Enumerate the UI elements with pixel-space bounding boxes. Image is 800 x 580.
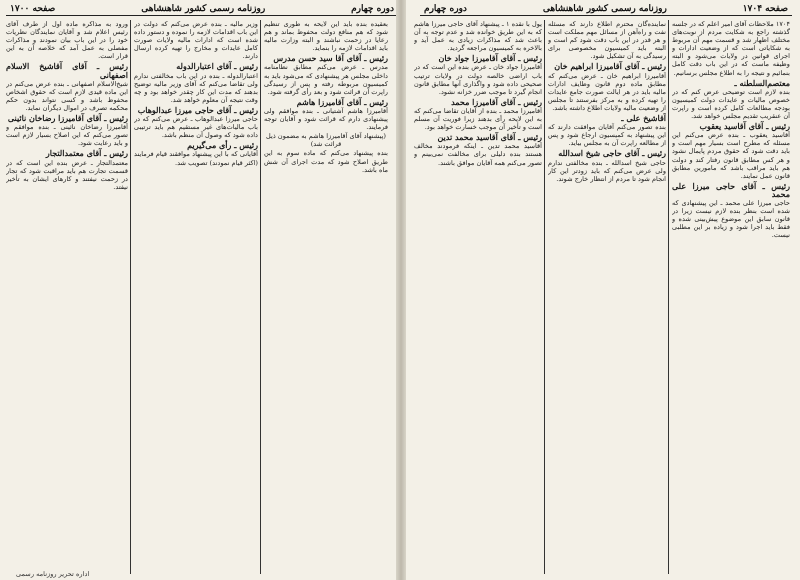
text-column-4	[264, 20, 388, 574]
header-right-session: دوره چهارم	[424, 3, 467, 14]
speaker-heading: رئیس ـ آقای معتمدالتجار	[45, 148, 128, 159]
header-left-page-label: صفحه ۱۷۰۰	[10, 3, 56, 14]
paragraph: ۱۷۰۴ ملاحظات آقای امیر اعلم که در جلسه گذشته راجع به شکایت مردم از نوبت‌های مختلف اظهار شد و قسمت مهم آن مربوط به شکایاتی است که از وضعیت ادارات و اجرای قوانین در ولایات می‌شود و البته وظیفه ماست که در این باب دقت کامل بنمائیم و نتیجه را به اطلاع مجلس برسانیم.	[672, 20, 790, 77]
speaker-heading: رئیس ـ آقای آقامیرزا محمد	[451, 96, 542, 107]
page-footer: اداره تحریر روزنامه رسمی	[16, 570, 90, 578]
text-column-3	[414, 20, 542, 574]
speaker-heading: رئیس ـ آقای حاجی میرزا علی محمد	[672, 180, 790, 199]
paragraph: آقاسید یعقوب ـ بنده عرض می‌کنم این مسئله که مطرح است بسیار مهم است و باید دقت شود که حقوق مردم پایمال نشود و هر کس مطابق قانون رفتار کند و دولت هم باید مراقب باشد که مامورین مطابق قانون عمل نمایند.	[672, 131, 790, 180]
paragraph: وزیر مالیه ـ بنده عرض می‌کنم که دولت در این باب اقدامات لازمه را نموده و دستور داده شده است که ادارات مالیه ولایات صورت کامل عایدات و مخارج را تهیه کرده ارسال دارند.	[134, 20, 258, 61]
header-right-page-label: صفحه ۱۷۰۴	[742, 3, 788, 14]
column-divider	[544, 20, 545, 574]
text-column-6	[6, 20, 128, 574]
paragraph: آقامیرزا جواد خان ـ عرض بنده این است که در باب اراضی خالصه دولت در ولایات ترتیب صحیحی داده شود و واگذاری آنها مطابق قانون انجام گیرد تا موجب ضرر خزانه نشود.	[414, 63, 542, 96]
speaker-heading: رئیس ـ آقای آقامیرزا ابراهیم خان	[554, 61, 666, 72]
column-divider	[668, 20, 669, 574]
column-divider	[260, 20, 261, 574]
paragraph: بنده تصور می‌کنم آقایان موافقت دارند که این پیشنهاد به کمیسیون ارجاع شود و پس از مطالعه راپرت آن به مجلس بیاید.	[548, 123, 666, 148]
header-left	[6, 2, 398, 16]
paragraph: معتمدالتجار ـ عرض بنده این است که در قسمت تجارت هم باید مراقبت شود که تجار در زحمت نیفتند و کارهای ایشان به تأخیر نیفتد.	[6, 158, 128, 191]
paragraph: آقامیرزا رضاخان نائینی ـ بنده موافقم و تصور می‌کنم که این اصلاح بسیار لازم است و باید رعایت شود.	[6, 123, 128, 148]
paragraph: ورود به مذاکره ماده اول از طرف آقای رئیس اعلام شد و آقایان نمایندگان نظریات خود را در این باب بیان نمودند و مذاکرات مفصلی به عمل آمد که خلاصه آن به این قرار است.	[6, 20, 128, 61]
paragraph: حاجی میرزا علی محمد ـ این پیشنهادی که شده است بنظر بنده لازم نیست زیرا در قانون سابق این موضوع پیش‌بینی شده و فقط باید اجرا شود و زیاده بر این مطلبی نیست.	[672, 198, 790, 240]
speaker-heading: معتصم‌السلطنه ـ	[734, 77, 790, 88]
text-column-5	[134, 20, 258, 574]
speaker-heading: رئیس ـ آقای آقا سید حسن مدرس	[273, 53, 388, 64]
paragraph: آقایانی که با این پیشنهاد موافقند قیام فرمایند (اکثر قیام نمودند) تصویب شد.	[134, 150, 258, 167]
speaker-heading: آقاشیخ علی ـ	[621, 113, 666, 124]
paragraph: حاجی شیخ اسدالله ـ بنده مخالفتی ندارم ولی عرض می‌کنم که باید زودتر این کار انجام شود تا مردم از انتظار خارج شوند.	[548, 158, 666, 183]
speaker-heading: رئیس ـ آقای آقاسید یعقوب	[699, 121, 790, 132]
speaker-heading: رئیس ـ آقای آقامیرزا جواد خان	[438, 53, 542, 64]
page-fold	[396, 0, 406, 580]
proposal-note: (پیشنهاد آقای آقامیرزا هاشم به مضمون ذیل قرائت شد)	[266, 132, 386, 149]
speaker-heading: رئیس ـ آقای آقامیرزا هاشم	[296, 96, 388, 107]
paragraph: اعتبارالدوله ـ بنده در این باب مخالفتی ندارم ولی تقاضا می‌کنم که آقای وزیر مالیه توضیح بدهند که مدت این کار چقدر خواهد بود و چه وقت نتیجه آن معلوم خواهد شد.	[134, 71, 258, 104]
speaker-heading: رئیس ـ آقای آقامیرزا رضاخان نائینی	[7, 113, 128, 124]
header-right-title: روزنامه رسمی کشور شاهنشاهی	[542, 3, 667, 14]
paragraph: آقامیرزا ابراهیم خان ـ عرض می‌کنم که مطابق ماده دوم قانون وظایف ادارات مالیه باید در هر ایالت صورت جامع عایدات را تهیه کرده و به مرکز بفرستند تا مجلس از وضعیت مالیه ولایات اطلاع داشته باشد.	[548, 71, 666, 112]
speaker-heading: رئیس ـ آقای آقاشیخ الاسلام اصفهانی	[6, 61, 128, 80]
header-left-session: دوره چهارم	[351, 3, 394, 14]
speaker-heading: رئیس ـ آقای اعتبارالدوله	[176, 61, 258, 72]
paragraph: آقامیرزا محمد ـ بنده از آقایان تقاضا می‌کنم که به این لایحه رأی بدهند زیرا فوریت آن مسلم است و تأخیر آن موجب خسارت خواهد بود.	[414, 106, 542, 132]
text-column-2	[548, 20, 666, 574]
column-divider	[130, 20, 131, 574]
paragraph: شیخ‌الاسلام اصفهانی ـ بنده عرض می‌کنم در این ماده قیدی لازم است که حقوق اشخاص محفوظ باشد و کسی نتواند بدون حکم محکمه تصرف در اموال دیگران نماید.	[6, 79, 128, 112]
header-left-title: روزنامه رسمی کشور شاهنشاهی	[141, 3, 266, 14]
speaker-heading: رئیس ـ رأی می‌گیریم	[187, 140, 258, 151]
speaker-heading: رئیس ـ آقای حاجی میرزا عبدالوهاب	[137, 104, 258, 115]
paragraph: مدرس ـ عرض می‌کنم مطابق نظامنامه داخلی مجلس هر پیشنهادی که می‌شود باید به کمیسیون مربوطه رفته و پس از رسیدگی راپرت آن قرائت شود و بعد رأی گرفته شود.	[264, 63, 388, 96]
paragraph: بنده پیشنهاد می‌کنم که ماده سوم به این طریق اصلاح شود که مدت اجرای آن شش ماه باشد.	[264, 149, 388, 174]
header-right	[420, 2, 792, 16]
paragraph: نماینده‌گان محترم اطلاع دارند که مسئله نفت و راه‌آهن از مسائل مهم مملکت است و هر قدر در این باب دقت شود کم است و البته باید کمیسیون مخصوصی برای رسیدگی به آن تشکیل شود.	[548, 20, 666, 61]
paragraph: یول با نقده ۱ ـ پیشنهاد آقای حاجی میرزا هاشم که به این طریق خوانده شد و عدم توجه به آن باعث شد که مذاکرات زیادی به عمل آید و بالاخره به کمیسیون مراجعه گردید.	[414, 20, 542, 53]
paragraph: بعقیده بنده باید این لایحه به طوری تنظیم شود که هم منافع دولت محفوظ بماند و هم رعایا در زحمت نباشند و البته وزارت مالیه باید اقدامات لازمه را بنماید.	[264, 20, 388, 53]
text-column-1	[672, 20, 790, 574]
speaker-heading: رئیس ـ آقای آقاسید محمد تدین	[437, 132, 542, 143]
paragraph: بنده لازم است توضیحی عرض کنم که در خصوص مالیات و عایدات دولت کمیسیون بودجه مطالعات کامل کرده است و راپرت آن عنقریب تقدیم مجلس خواهد شد.	[672, 87, 790, 121]
paragraph: آقاسید محمد تدین ـ اینکه فرمودند مخالف هستند بنده دلیلی برای مخالفت نمی‌بینم و تصور می‌کنم همه آقایان موافق باشند.	[414, 142, 542, 167]
speaker-heading: رئیس ـ آقای حاجی شیخ اسدالله	[558, 148, 666, 159]
paragraph: آقامیرزا هاشم آشتیانی ـ بنده موافقم ولی پیشنهادی دارم که قرائت شود و آقایان توجه فرمایند.	[264, 106, 388, 132]
paragraph: حاجی میرزا عبدالوهاب ـ عرض می‌کنم که در باب مالیات‌های غیر مستقیم هم باید ترتیبی داده شود که وصول آن منظم باشد.	[134, 115, 258, 140]
